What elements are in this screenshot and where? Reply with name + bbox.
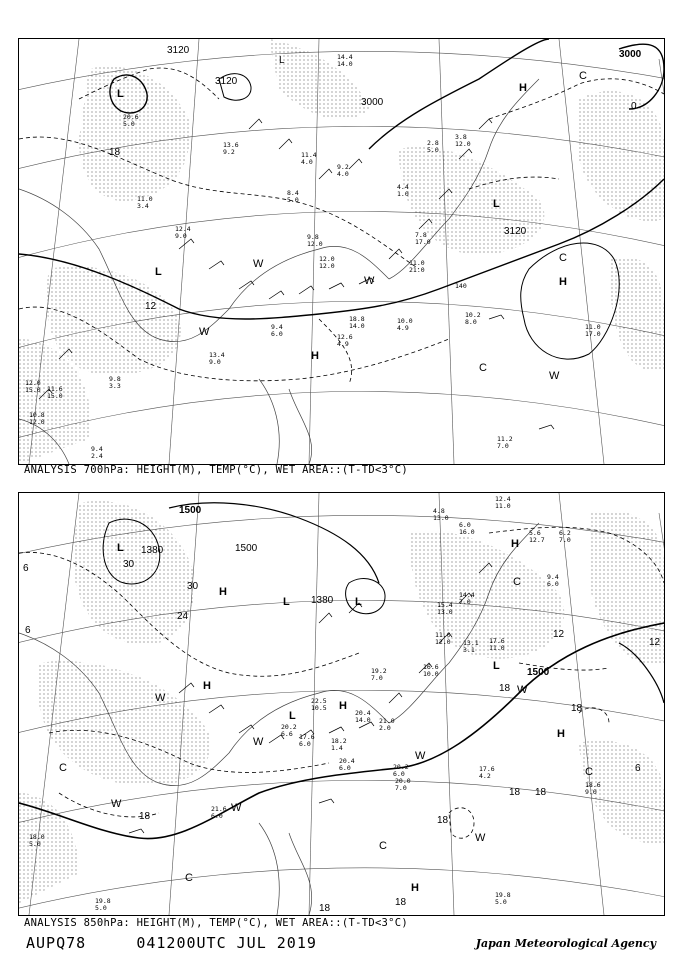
station-dewpoint-depression: 6.0	[339, 764, 351, 772]
station-temperature: 12.4	[175, 225, 191, 233]
station-dewpoint-depression: 9.0	[585, 788, 597, 796]
station-temperature: 20.2	[393, 763, 409, 771]
station-dewpoint-depression: 3.1	[463, 646, 475, 654]
station-dewpoint-depression: 5.0	[95, 904, 107, 912]
station-dewpoint-depression: 13.0	[437, 608, 453, 616]
system-marker: L	[355, 596, 362, 608]
station-temperature: 20.6	[123, 113, 139, 121]
station-temperature: 4.8	[433, 507, 445, 515]
contour-label: 1500	[235, 543, 258, 554]
station-dewpoint-depression: 9.0	[175, 232, 187, 240]
station-dewpoint-depression: 11.0	[495, 502, 511, 510]
caption-700hpa: ANALYSIS 700hPa: HEIGHT(M), TEMP(°C), WET AREA::(T-TD<3°C)	[24, 464, 409, 476]
station-dewpoint-depression: 17.0	[415, 238, 431, 246]
station-dewpoint-depression: 5.0	[29, 840, 41, 848]
station-temperature: 9.4	[271, 323, 283, 331]
station-temperature: 11.0	[585, 323, 601, 331]
contour-label: 24	[177, 611, 189, 622]
station-dewpoint-depression: 2.0	[379, 724, 391, 732]
station-temperature: 12.6	[337, 333, 353, 341]
station-temperature: 13.1	[463, 639, 479, 647]
system-marker: W	[253, 736, 264, 748]
contour-label: 1380	[141, 545, 164, 556]
station-dewpoint-depression: 7.0	[395, 784, 407, 792]
station-dewpoint-depression: 12.0	[435, 638, 451, 646]
station-dewpoint-depression: 6.0	[393, 770, 405, 778]
station-dewpoint-depression: 4.2	[479, 772, 491, 780]
contour-label: 18	[109, 147, 121, 158]
station-dewpoint-depression: 15.0	[25, 386, 41, 394]
station-temperature: 20.4	[339, 757, 355, 765]
station-temperature: 18.8	[349, 315, 365, 323]
station-dewpoint-depression: 12.0	[319, 262, 335, 270]
station-temperature: 10.0	[397, 317, 413, 325]
station-temperature: 22.5	[311, 697, 327, 705]
contour-label: 3000	[619, 49, 642, 60]
station-dewpoint-depression: 4.9	[337, 340, 349, 348]
chart-700hpa-map	[19, 39, 664, 464]
system-marker: W	[111, 798, 122, 810]
station-dewpoint-depression: 14.0	[349, 322, 365, 330]
station-dewpoint-depression: 8.0	[465, 318, 477, 326]
station-dewpoint-depression: 6.0	[547, 580, 559, 588]
contour-label: 6	[23, 563, 29, 574]
product-header	[26, 934, 317, 952]
station-temperature: 10.8	[29, 411, 45, 419]
station-temperature: 19.8	[495, 891, 511, 899]
station-temperature: 5.6	[529, 529, 541, 537]
caption-850hpa: ANALYSIS 850hPa: HEIGHT(M), TEMP(°C), WET AREA::(T-TD<3°C)	[24, 917, 409, 929]
station-dewpoint-depression: 15.0	[47, 392, 63, 400]
contour-label: 1500	[179, 505, 202, 516]
wet-area-700	[19, 39, 664, 464]
system-marker: L	[493, 198, 500, 210]
station-temperature: 20.0	[395, 777, 411, 785]
valid-time: 041200UTC JUL 2019	[136, 934, 317, 952]
station-temperature: 9.8	[109, 375, 121, 383]
contour-label: 12	[649, 637, 661, 648]
station-dewpoint-depression: 4.0	[337, 170, 349, 178]
system-marker: H	[219, 586, 227, 598]
contour-label: 1500	[527, 667, 550, 678]
station-temperature: 17.6	[299, 733, 315, 741]
station-dewpoint-depression: 7.0	[497, 442, 509, 450]
station-dewpoint-depression: 1.4	[331, 744, 343, 752]
station-dewpoint-depression: 17.0	[585, 330, 601, 338]
system-marker: L	[155, 266, 162, 278]
station-temperature: 11.0	[409, 259, 425, 267]
contour-label: 3120	[167, 45, 190, 56]
system-marker: W	[199, 326, 210, 338]
station-temperature: 15.4	[437, 601, 453, 609]
system-marker: H	[557, 728, 565, 740]
system-marker: W	[549, 370, 560, 382]
station-dewpoint-depression: 5.0	[287, 196, 299, 204]
station-temperature: 6.0	[459, 521, 471, 529]
system-marker: C	[579, 70, 587, 82]
station-temperature: 17.6	[489, 637, 505, 645]
station-temperature: 11.0	[137, 195, 153, 203]
contour-label: 1380	[311, 595, 334, 606]
system-marker: C	[479, 362, 487, 374]
station-temperature: 20.4	[355, 709, 371, 717]
station-temperature: 13.4	[209, 351, 225, 359]
product-code: AUPQ78	[26, 934, 87, 952]
station-temperature: 9.4	[91, 445, 103, 453]
station-dewpoint-depression: 14.0	[337, 60, 353, 68]
system-marker: H	[519, 82, 527, 94]
system-marker: W	[517, 684, 528, 696]
contour-label: 3120	[215, 76, 238, 87]
system-marker: W	[415, 750, 426, 762]
station-temperature: 3.8	[455, 133, 467, 141]
contour-label: 18	[319, 903, 331, 914]
contour-label: 3000	[361, 97, 384, 108]
system-marker: L	[117, 542, 124, 554]
station-temperature: 19.8	[95, 897, 111, 905]
system-marker: W	[364, 275, 375, 287]
contour-label: 12	[145, 301, 157, 312]
contour-label: 12	[553, 629, 565, 640]
station-temperature: 21.0	[379, 717, 395, 725]
station-temperature: 11.0	[435, 631, 451, 639]
station-temperature: 9.4	[547, 573, 559, 581]
station-temperature: 19.2	[371, 667, 387, 675]
station-dewpoint-depression: 1.0	[397, 190, 409, 198]
system-marker: H	[311, 350, 319, 362]
station-temperature: 11.6	[47, 385, 63, 393]
station-temperature: 7.8	[415, 231, 427, 239]
station-temperature: 17.6	[479, 765, 495, 773]
station-temperature: 12.4	[495, 495, 511, 503]
contour-label: 18	[535, 787, 547, 798]
station-temperature: 18.0	[29, 833, 45, 841]
chart-700hpa	[18, 38, 665, 465]
station-dewpoint-depression: 4.9	[397, 324, 409, 332]
station-dewpoint-depression: 12.0	[29, 418, 45, 426]
station-dewpoint-depression: 9.2	[223, 148, 235, 156]
system-marker: C	[559, 252, 567, 264]
station-temperature: 6.2	[559, 529, 571, 537]
system-marker: W	[231, 802, 242, 814]
contour-label: 6	[25, 625, 31, 636]
contour-label: 18	[139, 811, 151, 822]
agency-credit: Japan Meteorological Agency	[475, 937, 656, 950]
station-temperature: 2.8	[427, 139, 439, 147]
station-dewpoint-depression: 5.0	[495, 898, 507, 906]
system-marker: L	[283, 596, 290, 608]
station-temperature: 12.0	[25, 379, 41, 387]
station-temperature: 18.6	[585, 781, 601, 789]
station-temperature: 13.6	[223, 141, 239, 149]
station-dewpoint-depression: 6.0	[299, 740, 311, 748]
station-dewpoint-depression: 11.0	[489, 644, 505, 652]
station-temperature: 14.4	[337, 53, 353, 61]
grid-tick-label: 140	[455, 282, 467, 290]
station-dewpoint-depression: 6.0	[271, 330, 283, 338]
system-marker: W	[155, 692, 166, 704]
contour-label: 18	[437, 815, 449, 826]
chart-850hpa	[18, 492, 665, 916]
station-dewpoint-depression: 10.5	[311, 704, 327, 712]
system-marker: H	[511, 538, 519, 550]
system-marker: H	[203, 680, 211, 692]
station-dewpoint-depression: 14.0	[355, 716, 371, 724]
station-dewpoint-depression: 12.7	[529, 536, 545, 544]
station-temperature: 10.2	[465, 311, 481, 319]
station-temperature: 11.2	[497, 435, 513, 443]
system-marker: H	[559, 276, 567, 288]
station-dewpoint-depression: 4.0	[301, 158, 313, 166]
contour-label: 3120	[504, 226, 527, 237]
contour-label: L	[279, 55, 285, 66]
contour-label: 0	[631, 101, 637, 112]
station-dewpoint-depression: 7.0	[371, 674, 383, 682]
station-temperature: 8.4	[287, 189, 299, 197]
system-marker: C	[585, 766, 593, 778]
contour-label: 18	[509, 787, 521, 798]
system-marker: H	[339, 700, 347, 712]
station-dewpoint-depression: 21.0	[409, 266, 425, 274]
contour-label: 18	[499, 683, 511, 694]
station-dewpoint-depression: 3.4	[137, 202, 149, 210]
contour-label: 18	[571, 703, 583, 714]
station-dewpoint-depression: 12.0	[307, 240, 323, 248]
station-temperature: 16.6	[423, 663, 439, 671]
station-dewpoint-depression: 7.0	[459, 598, 471, 606]
station-dewpoint-depression: 9.0	[209, 358, 221, 366]
station-dewpoint-depression: 7.0	[559, 536, 571, 544]
station-dewpoint-depression: 6.0	[211, 812, 223, 820]
station-dewpoint-depression: 10.0	[423, 670, 439, 678]
station-temperature: 21.6	[211, 805, 227, 813]
station-dewpoint-depression: 3.3	[109, 382, 121, 390]
system-marker: H	[411, 882, 419, 894]
contour-label: 30	[187, 581, 199, 592]
station-temperature: 9.2	[337, 163, 349, 171]
station-temperature: 4.4	[397, 183, 409, 191]
contour-label: 6	[635, 763, 641, 774]
station-dewpoint-depression: 6.6	[281, 730, 293, 738]
station-temperature: 14.4	[459, 591, 475, 599]
station-temperature: 20.2	[281, 723, 297, 731]
system-marker: C	[59, 762, 67, 774]
contour-label: 30	[123, 559, 135, 570]
station-dewpoint-depression: 13.0	[433, 514, 449, 522]
system-marker: W	[253, 258, 264, 270]
system-marker: L	[289, 710, 296, 722]
station-temperature: 11.4	[301, 151, 317, 159]
system-marker: C	[513, 576, 521, 588]
station-temperature: 18.2	[331, 737, 347, 745]
station-temperature: 12.0	[319, 255, 335, 263]
station-dewpoint-depression: 2.4	[91, 452, 103, 460]
system-marker: C	[185, 872, 193, 884]
chart-850hpa-map	[19, 493, 664, 915]
system-marker: C	[379, 840, 387, 852]
station-dewpoint-depression: 12.0	[455, 140, 471, 148]
system-marker: W	[475, 832, 486, 844]
station-dewpoint-depression: 5.0	[123, 120, 135, 128]
system-marker: L	[117, 88, 124, 100]
station-dewpoint-depression: 16.0	[459, 528, 475, 536]
station-temperature: 9.8	[307, 233, 319, 241]
contour-label: 18	[395, 897, 407, 908]
system-marker: L	[493, 660, 500, 672]
station-dewpoint-depression: 5.0	[427, 146, 439, 154]
